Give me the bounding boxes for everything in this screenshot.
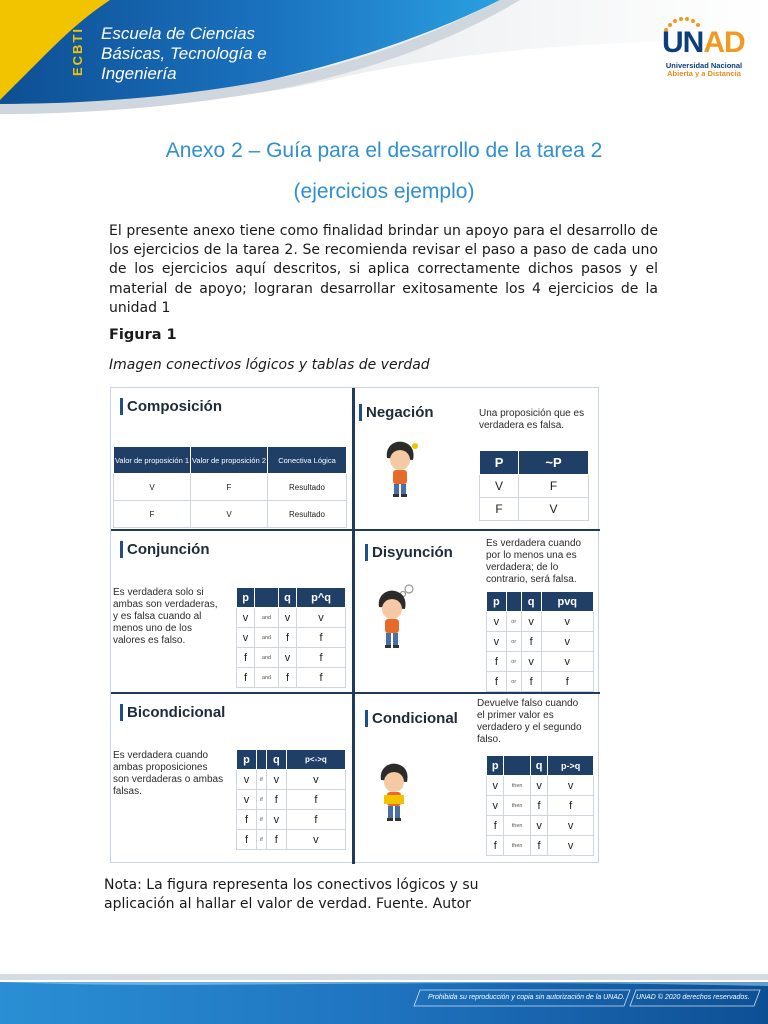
panel-desc-disyuncion bbox=[486, 538, 596, 586]
desc-line: el primer valor es bbox=[477, 710, 554, 721]
table-cell: f bbox=[237, 810, 257, 830]
figure-label: Figura 1 bbox=[109, 327, 177, 343]
table-header bbox=[504, 756, 530, 776]
table-header: p<->q bbox=[286, 750, 345, 770]
table-cell: v bbox=[541, 612, 594, 632]
table-cell: v bbox=[237, 628, 255, 648]
table-cell: f bbox=[530, 836, 547, 856]
table-negacion bbox=[479, 450, 589, 521]
table-cell: f bbox=[521, 632, 541, 652]
table-cell: f bbox=[487, 816, 504, 836]
panel-title-disyuncion: Disyunción bbox=[365, 544, 453, 561]
panel-title-negacion: Negación bbox=[359, 404, 434, 421]
table-cell: v bbox=[541, 652, 594, 672]
table-cell: v bbox=[541, 632, 594, 652]
table-cell: f bbox=[487, 836, 504, 856]
table-cell: f bbox=[487, 652, 507, 672]
table-cell: v bbox=[521, 652, 541, 672]
table-header: P bbox=[480, 451, 519, 475]
table-cell: f bbox=[541, 672, 594, 692]
table-cell: V bbox=[480, 475, 519, 498]
table-header bbox=[257, 750, 267, 770]
table-header: ~P bbox=[519, 451, 589, 475]
table-header: p->q bbox=[548, 756, 594, 776]
table-header: Conectiva Lógica bbox=[268, 447, 347, 474]
table-cell: v bbox=[286, 830, 345, 850]
doc-title-line2: (ejercicios ejemplo) bbox=[293, 180, 475, 203]
unad-logo bbox=[656, 16, 748, 82]
table-condicional bbox=[486, 755, 594, 856]
table-cell: f bbox=[548, 796, 594, 816]
desc-line: Una proposición que es bbox=[479, 408, 585, 419]
table-cell: and bbox=[255, 648, 279, 668]
table-disyuncion bbox=[486, 591, 594, 692]
desc-line: y es falsa cuando al bbox=[113, 611, 202, 622]
table-header: Valor de proposición 2 bbox=[191, 447, 268, 474]
footer-rights: UNAD © 2020 derechos reservados. bbox=[636, 994, 750, 1001]
page-footer bbox=[0, 970, 768, 1024]
desc-line: verdadera; de lo bbox=[486, 562, 559, 573]
table-cell: v bbox=[286, 770, 345, 790]
table-cell: or bbox=[506, 672, 521, 692]
table-cell: Resultado bbox=[268, 474, 347, 501]
table-cell: v bbox=[521, 612, 541, 632]
panel-desc-bicondicional bbox=[113, 750, 235, 798]
table-header: q bbox=[530, 756, 547, 776]
table-cell: v bbox=[530, 776, 547, 796]
table-cell: f bbox=[297, 668, 346, 688]
panel-desc-condicional bbox=[477, 698, 595, 746]
desc-line: Es verdadera solo si bbox=[113, 587, 204, 598]
desc-line: por lo menos una es bbox=[486, 550, 577, 561]
table-cell: v bbox=[278, 608, 296, 628]
panel-desc-conjuncion bbox=[113, 587, 231, 647]
table-cell: v bbox=[237, 770, 257, 790]
desc-line: Es verdadera cuando bbox=[113, 750, 209, 761]
table-cell: then bbox=[504, 836, 530, 856]
logo-wordmark bbox=[662, 26, 745, 60]
table-cell: f bbox=[487, 672, 507, 692]
boy-character-icon bbox=[381, 440, 421, 500]
table-header: p bbox=[487, 756, 504, 776]
page-header bbox=[0, 0, 768, 120]
table-conjuncion bbox=[236, 587, 346, 688]
desc-line: valores es falso. bbox=[113, 635, 186, 646]
table-header: pvq bbox=[541, 592, 594, 612]
table-cell: v bbox=[237, 790, 257, 810]
table-cell: f bbox=[237, 830, 257, 850]
table-header: p bbox=[237, 588, 255, 608]
table-header: p bbox=[487, 592, 507, 612]
panel-title-bicondicional: Bicondicional bbox=[120, 704, 225, 721]
table-cell: v bbox=[487, 632, 507, 652]
table-cell: f bbox=[297, 648, 346, 668]
table-cell: f bbox=[278, 668, 296, 688]
desc-line: Es verdadera cuando bbox=[486, 538, 582, 549]
table-cell: F bbox=[480, 498, 519, 521]
figure-note-line1: Nota: La figura representa los conectivos lógicos y su bbox=[104, 877, 479, 893]
reading-boy-icon bbox=[373, 762, 417, 828]
table-cell: f bbox=[266, 790, 286, 810]
table-bicondicional bbox=[236, 749, 346, 850]
table-cell: if bbox=[257, 810, 267, 830]
table-cell: and bbox=[255, 668, 279, 688]
table-cell: f bbox=[278, 628, 296, 648]
figure-caption: Imagen conectivos lógicos y tablas de verdad bbox=[109, 357, 430, 373]
table-cell: or bbox=[506, 612, 521, 632]
table-cell: if bbox=[257, 790, 267, 810]
table-header: q bbox=[266, 750, 286, 770]
logo-subtitle-2: Abierta y a Distancia bbox=[667, 69, 741, 78]
school-name-line1: Escuela de Ciencias bbox=[101, 24, 256, 43]
table-cell: V bbox=[519, 498, 589, 521]
desc-line: Devuelve falso cuando bbox=[477, 698, 579, 709]
table-cell: or bbox=[506, 632, 521, 652]
table-header: q bbox=[521, 592, 541, 612]
table-cell: and bbox=[255, 608, 279, 628]
table-cell: if bbox=[257, 770, 267, 790]
table-cell: and bbox=[255, 628, 279, 648]
table-header: p bbox=[237, 750, 257, 770]
table-cell: F bbox=[114, 501, 191, 528]
desc-line: falso. bbox=[477, 734, 501, 745]
table-cell: f bbox=[286, 790, 345, 810]
figure-divider-2 bbox=[111, 692, 600, 694]
figure-note bbox=[104, 876, 564, 914]
table-cell: v bbox=[548, 836, 594, 856]
table-cell: V bbox=[114, 474, 191, 501]
table-cell: f bbox=[237, 648, 255, 668]
ecbti-acronym: ECBTI bbox=[70, 27, 85, 77]
table-cell: v bbox=[487, 776, 504, 796]
table-cell: V bbox=[191, 501, 268, 528]
school-name-line2: Básicas, Tecnología e bbox=[101, 44, 267, 63]
intro-paragraph: El presente anexo tiene como finalidad brindar un apoyo para el desarrollo de los ejercicios de la tarea 2. Se recomienda revisar el paso a paso de cada uno de los ejercicios aquí descritos, si aplica correctamente dichos pasos y el material de apoyo; lograran desarrollar exitosamente los 4 ejercicios de la unidad 1 bbox=[109, 223, 658, 316]
table-cell: v bbox=[266, 810, 286, 830]
table-cell: F bbox=[191, 474, 268, 501]
table-cell: f bbox=[266, 830, 286, 850]
table-cell: f bbox=[286, 810, 345, 830]
logic-connectives-figure bbox=[110, 387, 599, 863]
desc-line: contrario, será falsa. bbox=[486, 574, 577, 585]
table-cell: f bbox=[237, 668, 255, 688]
table-cell: v bbox=[548, 776, 594, 796]
desc-line: ambas son verdaderas, bbox=[113, 599, 218, 610]
footer-copy-notice: Prohibida su reproducción y copia sin autorización de la UNAD. bbox=[428, 994, 625, 1001]
logo-word-right: AD bbox=[703, 26, 745, 59]
figure-vertical-divider bbox=[352, 388, 355, 864]
table-cell: v bbox=[297, 608, 346, 628]
table-header: p^q bbox=[297, 588, 346, 608]
panel-title-conjuncion: Conjunción bbox=[120, 541, 210, 558]
table-cell: v bbox=[487, 612, 507, 632]
logo-word-left: UN bbox=[662, 26, 704, 59]
table-header: q bbox=[278, 588, 296, 608]
table-cell: then bbox=[504, 796, 530, 816]
panel-title-condicional: Condicional bbox=[365, 710, 458, 727]
table-cell: F bbox=[519, 475, 589, 498]
table-cell: v bbox=[266, 770, 286, 790]
table-cell: v bbox=[548, 816, 594, 836]
desc-line: son verdaderas o ambas bbox=[113, 774, 224, 785]
table-cell: then bbox=[504, 776, 530, 796]
table-cell: if bbox=[257, 830, 267, 850]
table-cell: v bbox=[487, 796, 504, 816]
table-cell: f bbox=[521, 672, 541, 692]
desc-line: verdadera es falsa. bbox=[479, 420, 565, 431]
doc-title-line1: Anexo 2 – Guía para el desarrollo de la tarea 2 bbox=[165, 139, 603, 162]
table-cell: f bbox=[530, 796, 547, 816]
panel-desc-negacion bbox=[479, 408, 594, 432]
table-composicion bbox=[113, 446, 347, 528]
desc-line: falsas. bbox=[113, 786, 142, 797]
figure-divider-1 bbox=[111, 529, 600, 531]
logo-subtitle-1: Universidad Nacional bbox=[665, 61, 743, 70]
table-cell: v bbox=[237, 608, 255, 628]
desc-line: ambas proposiciones bbox=[113, 762, 208, 773]
table-header: Valor de proposición 1 bbox=[114, 447, 191, 474]
desc-line: verdadero y el segundo bbox=[477, 722, 582, 733]
figure-note-line2: aplicación al hallar el valor de verdad. Fuente. Autor bbox=[104, 896, 471, 912]
table-cell: v bbox=[530, 816, 547, 836]
table-header bbox=[506, 592, 521, 612]
table-cell: or bbox=[506, 652, 521, 672]
table-cell: v bbox=[278, 648, 296, 668]
school-name-line3: Ingeniería bbox=[101, 64, 177, 83]
table-cell: then bbox=[504, 816, 530, 836]
table-cell: f bbox=[297, 628, 346, 648]
table-header bbox=[255, 588, 279, 608]
desc-line: menos uno de los bbox=[113, 623, 192, 634]
school-name bbox=[101, 24, 267, 84]
thinking-boy-icon bbox=[373, 583, 417, 653]
table-cell: Resultado bbox=[268, 501, 347, 528]
panel-title-composicion: Composición bbox=[120, 398, 222, 415]
